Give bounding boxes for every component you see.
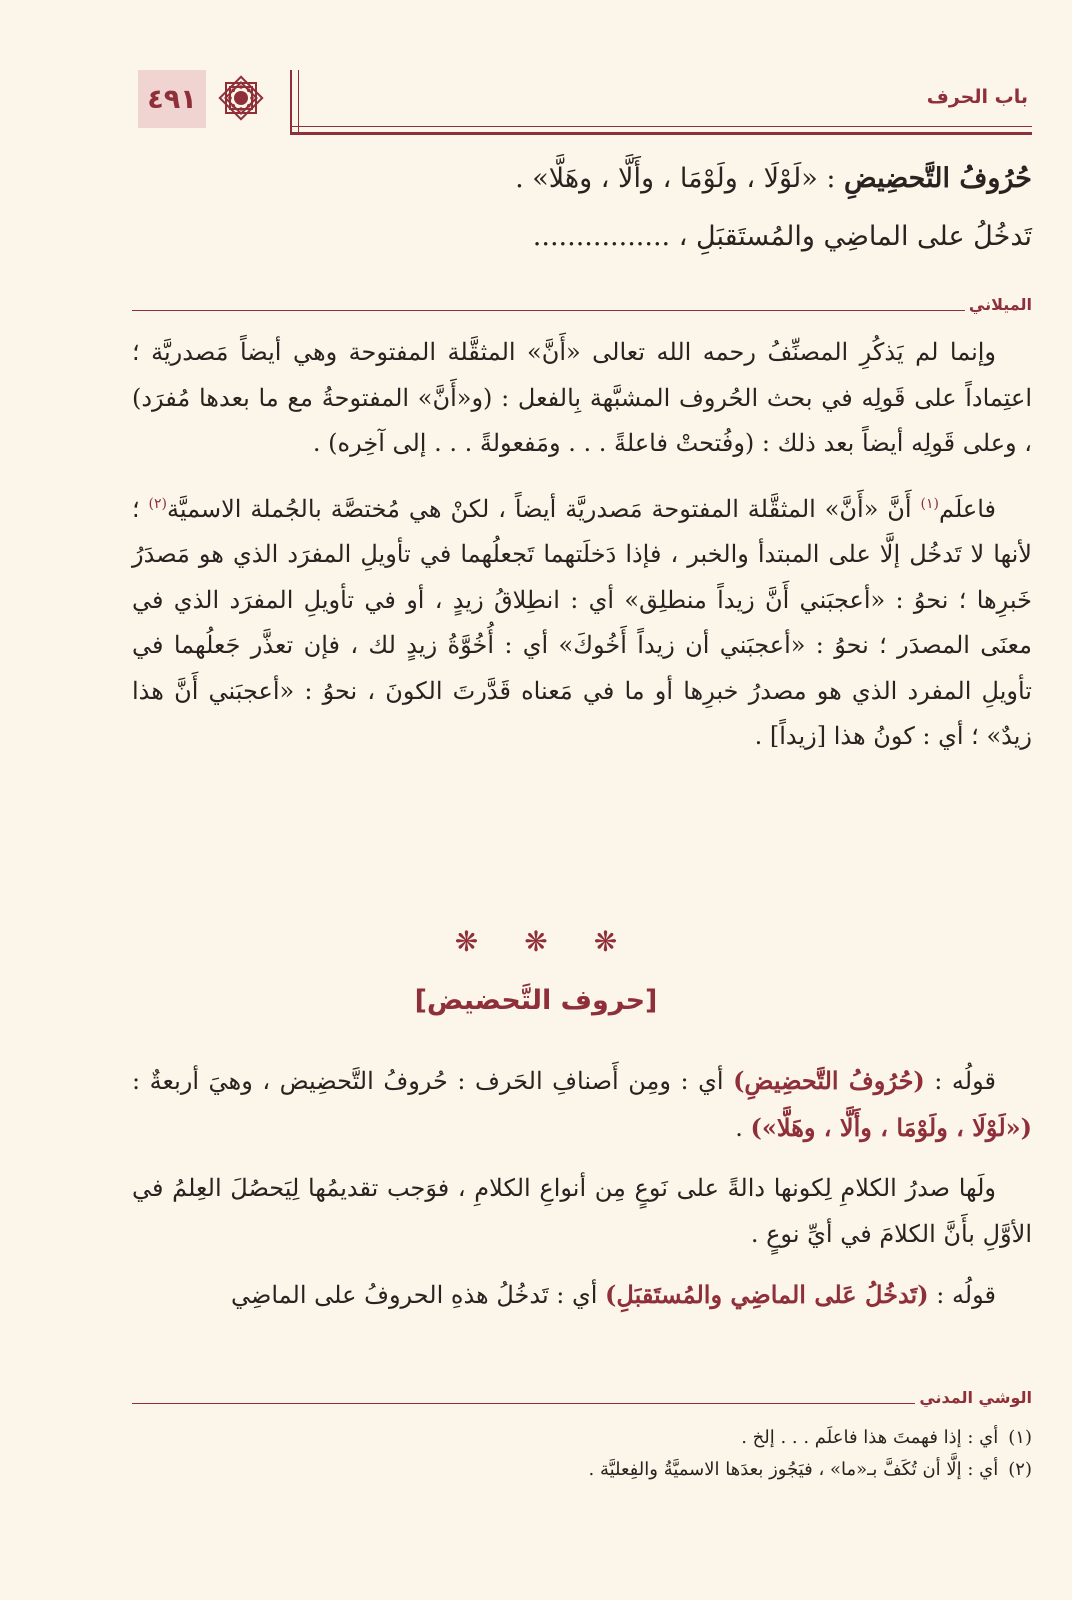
footnotes xyxy=(132,1422,1032,1486)
paragraph-2-mid: أَنَّ «أَنَّ» المثقَّلة المفتوحة مَصدريَّة أيضاً ، لكنْ هي مُختصَّة بالجُملة الاسميَّة xyxy=(167,494,921,523)
paragraph-2 xyxy=(132,482,1032,760)
matn-line-2-text: تَدخُلُ على الماضِي والمُستَقبَلِ ، xyxy=(678,221,1032,252)
chapter-title: باب الحرف xyxy=(926,86,1028,108)
matn-text xyxy=(152,150,1032,266)
matn-dots: ................ xyxy=(532,221,671,252)
footnote-text: أي : إذا فهمتَ هذا فاعلَم . . . إلخ . xyxy=(741,1427,999,1448)
paragraph-4: ولَها صدرُ الكلامِ لِكونها دالةً على نَوعٍ مِن أنواعِ الكلامِ ، فوَجب تقديمُها لِيَحصُلَ العِلمُ في الأوَّلِ بأَنَّ الكلامَ في أيِّ نوعٍ . xyxy=(132,1174,1032,1248)
commentator-label-washi: الوشي المدني xyxy=(919,1388,1032,1407)
paragraph-3 xyxy=(132,1058,1032,1151)
qawluhu-label-2: قولُه : xyxy=(928,1281,996,1309)
commentary-milani xyxy=(132,330,1032,775)
paragraph-3-text: أي : ومِن أَصنافِ الحَرف : حُروفُ التَّحضِيض ، وهيَ أربعةٌ : xyxy=(132,1067,734,1095)
separator-rule xyxy=(132,1403,915,1404)
quoted-matn: (حُرُوفُ التَّحضِيضِ) xyxy=(733,1066,925,1095)
matn-line-1-rest: : «لَوْلَا ، ولَوْمَا ، وأَلَّا ، وهَلَّا» . xyxy=(515,163,836,194)
footnote-number: (١) xyxy=(1008,1427,1032,1448)
section-heading: [حروف التَّحضيض] xyxy=(414,985,658,1016)
footnote-number: (٢) xyxy=(1008,1459,1032,1480)
matn-term: حُرُوفُ التَّحضِيضِ xyxy=(844,163,1032,194)
quoted-matn-2: (تَدخُلُ عَلى الماضِي والمُستَقبَلِ) xyxy=(605,1280,929,1309)
footnote-1 xyxy=(132,1422,1032,1454)
separator-rule xyxy=(132,310,965,311)
matn-line-1 xyxy=(152,150,1032,208)
commentary-section-tahdid xyxy=(132,1058,1032,1334)
qawluhu-label: قولُه : xyxy=(924,1067,996,1095)
footnote-2 xyxy=(132,1454,1032,1486)
commentator-label-milani: الميلاني xyxy=(968,295,1032,314)
section-divider-stars: ❋❋❋ xyxy=(454,925,664,958)
octagram-ornament-icon xyxy=(217,74,265,122)
paragraph-2-start: فاعلَم xyxy=(938,494,996,523)
commentary-separator-milani xyxy=(132,292,1032,314)
commentary-separator-washi xyxy=(132,1385,1032,1407)
page-number: ٤٩١ xyxy=(138,70,206,128)
paragraph-5-text: أي : تَدخُلُ هذهِ الحروفُ على الماضِي xyxy=(230,1281,606,1309)
footnote-ref-1[interactable]: (١) xyxy=(920,495,939,512)
header-horizontal-rule xyxy=(290,126,1032,135)
paragraph-5 xyxy=(132,1272,1032,1319)
footnote-ref-2[interactable]: (٢) xyxy=(148,495,167,512)
paragraph-3-end: . xyxy=(735,1113,751,1142)
footnote-text: أي : إلَّا أن تُكَفَّ بـ«ما» ، فيَجُوز بعدَها الاسميَّةُ والفِعليَّة . xyxy=(588,1459,999,1480)
header-vertical-rule xyxy=(290,70,299,134)
paragraph-2-end: ؛ لأنها لا تَدخُل إلَّا على المبتدأ والخبر ، فإذا دَخلَتهما تَجعلُهما في تأويلِ المفرَد الذي هو مَصدَرُ خَبرِها ؛ نحوُ : «أعجبَني أَنَّ زيداً منطلِق» أي : انطِلاقُ زيدٍ ، أو في تأويلِ المفرَد الذي في معنَى المصدَر ؛ نحوُ : «أعجبَني أن زيداً أَخُوكَ» أي : أُخُوَّةُ زيدٍ لك ، فإن تعذَّر جَعلُهما في تأويلِ المفرد الذي هو مصدرُ خبرِها أو ما في مَعناه قَدَّرتَ الكونَ ، نحوُ : «أعجبَني أَنَّ هذا زيدٌ» ؛ أي : كونُ هذا [زيداً] . xyxy=(132,494,1032,750)
paragraph-1: وإنما لم يَذكُرِ المصنِّفُ رحمه الله تعالى «أَنَّ» المثقَّلة المفتوحة وهي أيضاً مَصدريَّة ؛ اعتِماداً على قَولِه في بحث الحُروف المشبَّهة بِالفعل : (و«أَنَّ» المفتوحةُ مع ما بعدها مُفرَد) ، وعلى قَولِه أيضاً بعد ذلك : (وفُتحتْ فاعلةً . . . ومَفعولةً . . . إلى آخِره) . xyxy=(132,338,1032,457)
page-header xyxy=(138,66,1032,132)
quoted-list: («لَوْلَا ، ولَوْمَا ، وأَلَّا ، وهَلَّا») xyxy=(750,1112,1032,1142)
matn-line-2 xyxy=(152,208,1032,266)
